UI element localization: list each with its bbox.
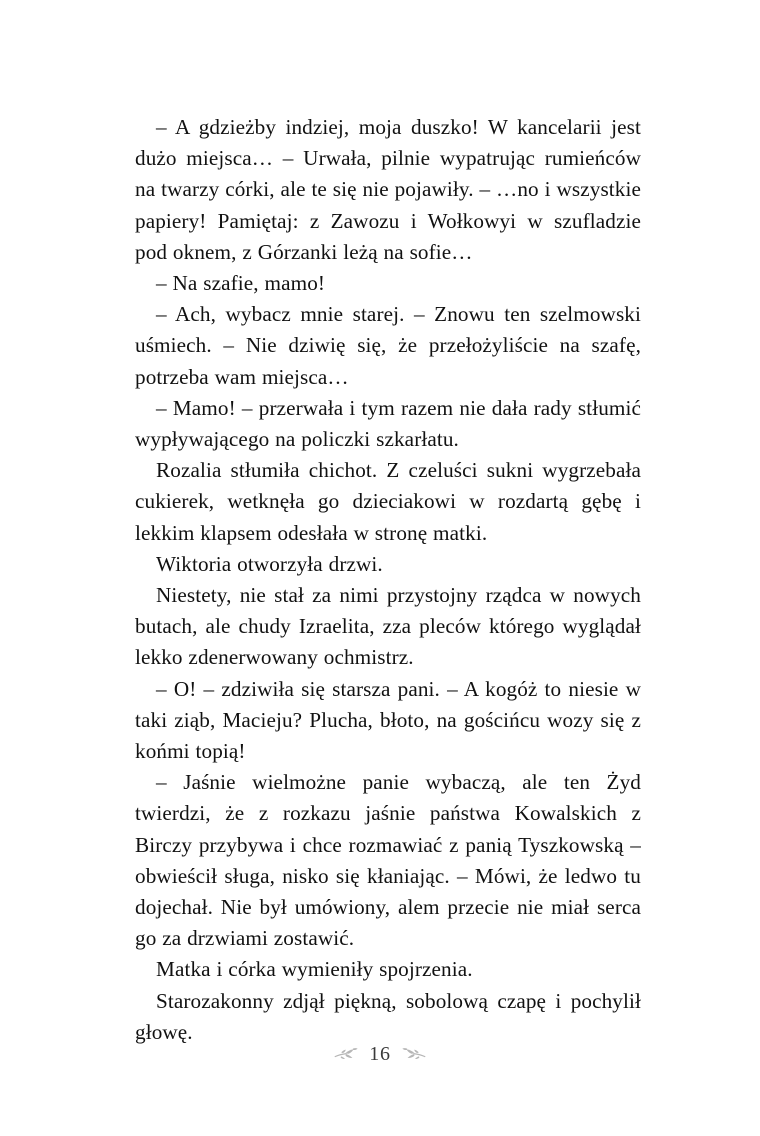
body-paragraph: Rozalia stłumiła chichot. Z czeluści sukni wygrzebała cukierek, wetknęła go dzieciakowi w rozdartą gębę i lekkim klapsem odesłała w stronę matki. [135,458,641,545]
body-paragraph: – Na szafie, mamo! [156,271,326,296]
page-footer [0,1044,760,1064]
page-number: 16 [369,1043,391,1065]
body-paragraph: – Mamo! – przerwała i tym razem nie dała rady stłumić wypływającego na policzki szkarłatu. [135,395,641,452]
body-paragraph: Wiktoria otworzyła drzwi. [156,551,383,576]
body-paragraph: Niestety, nie stał za nimi przystojny rządca w nowych butach, ale chudy Izraelita, zza pleców którego wyglądał lekko zdenerwowany ochmistrz. [135,583,641,670]
body-paragraph: – Ach, wybacz mnie starej. – Znowu ten szelmowski uśmiech. – Nie dziwię się, że przełożyliście na szafę, potrzeba wam miejsca… [135,302,641,389]
body-paragraph: – O! – zdziwiła się starsza pani. – A kogóż to niesie w taki ziąb, Macieju? Plucha, błoto, na gościńcu wozy się z końmi topią! [135,676,641,764]
leaf-sprig-ornament-right [402,1045,428,1063]
page-text-block [135,112,641,1048]
body-paragraph: – A gdzieżby indziej, moja duszko! W kancelarii jest dużo miejsca… – Urwała, pilnie wypatrując rumieńców na twarzy córki, ale te się nie pojawiły. – …no i wszystkie papiery! Pamiętaj: z Zawozu i Wołkowyi w szufladzie pod oknem, z Górzanki leżą na sofie… [135,115,641,264]
body-paragraph: – Jaśnie wielmożne panie wybaczą, ale ten Żyd twierdzi, że z rozkazu jaśnie państwa Kowalskich z Birczy przybywa i chce rozmawiać z panią Tyszkowską – obwieścił sługa, nisko się kłaniając. – Mówi, że ledwo tu dojechał. Nie był umówiony, alem przecie nie miał serca go za drzwiami zostawić. [135,770,641,951]
body-paragraph: Matka i córka wymieniły spojrzenia. [156,957,473,982]
leaf-sprig-ornament-left [332,1045,358,1063]
body-paragraph: Starozakonny zdjął piękną, sobolową czapę i pochylił głowę. [135,988,641,1044]
